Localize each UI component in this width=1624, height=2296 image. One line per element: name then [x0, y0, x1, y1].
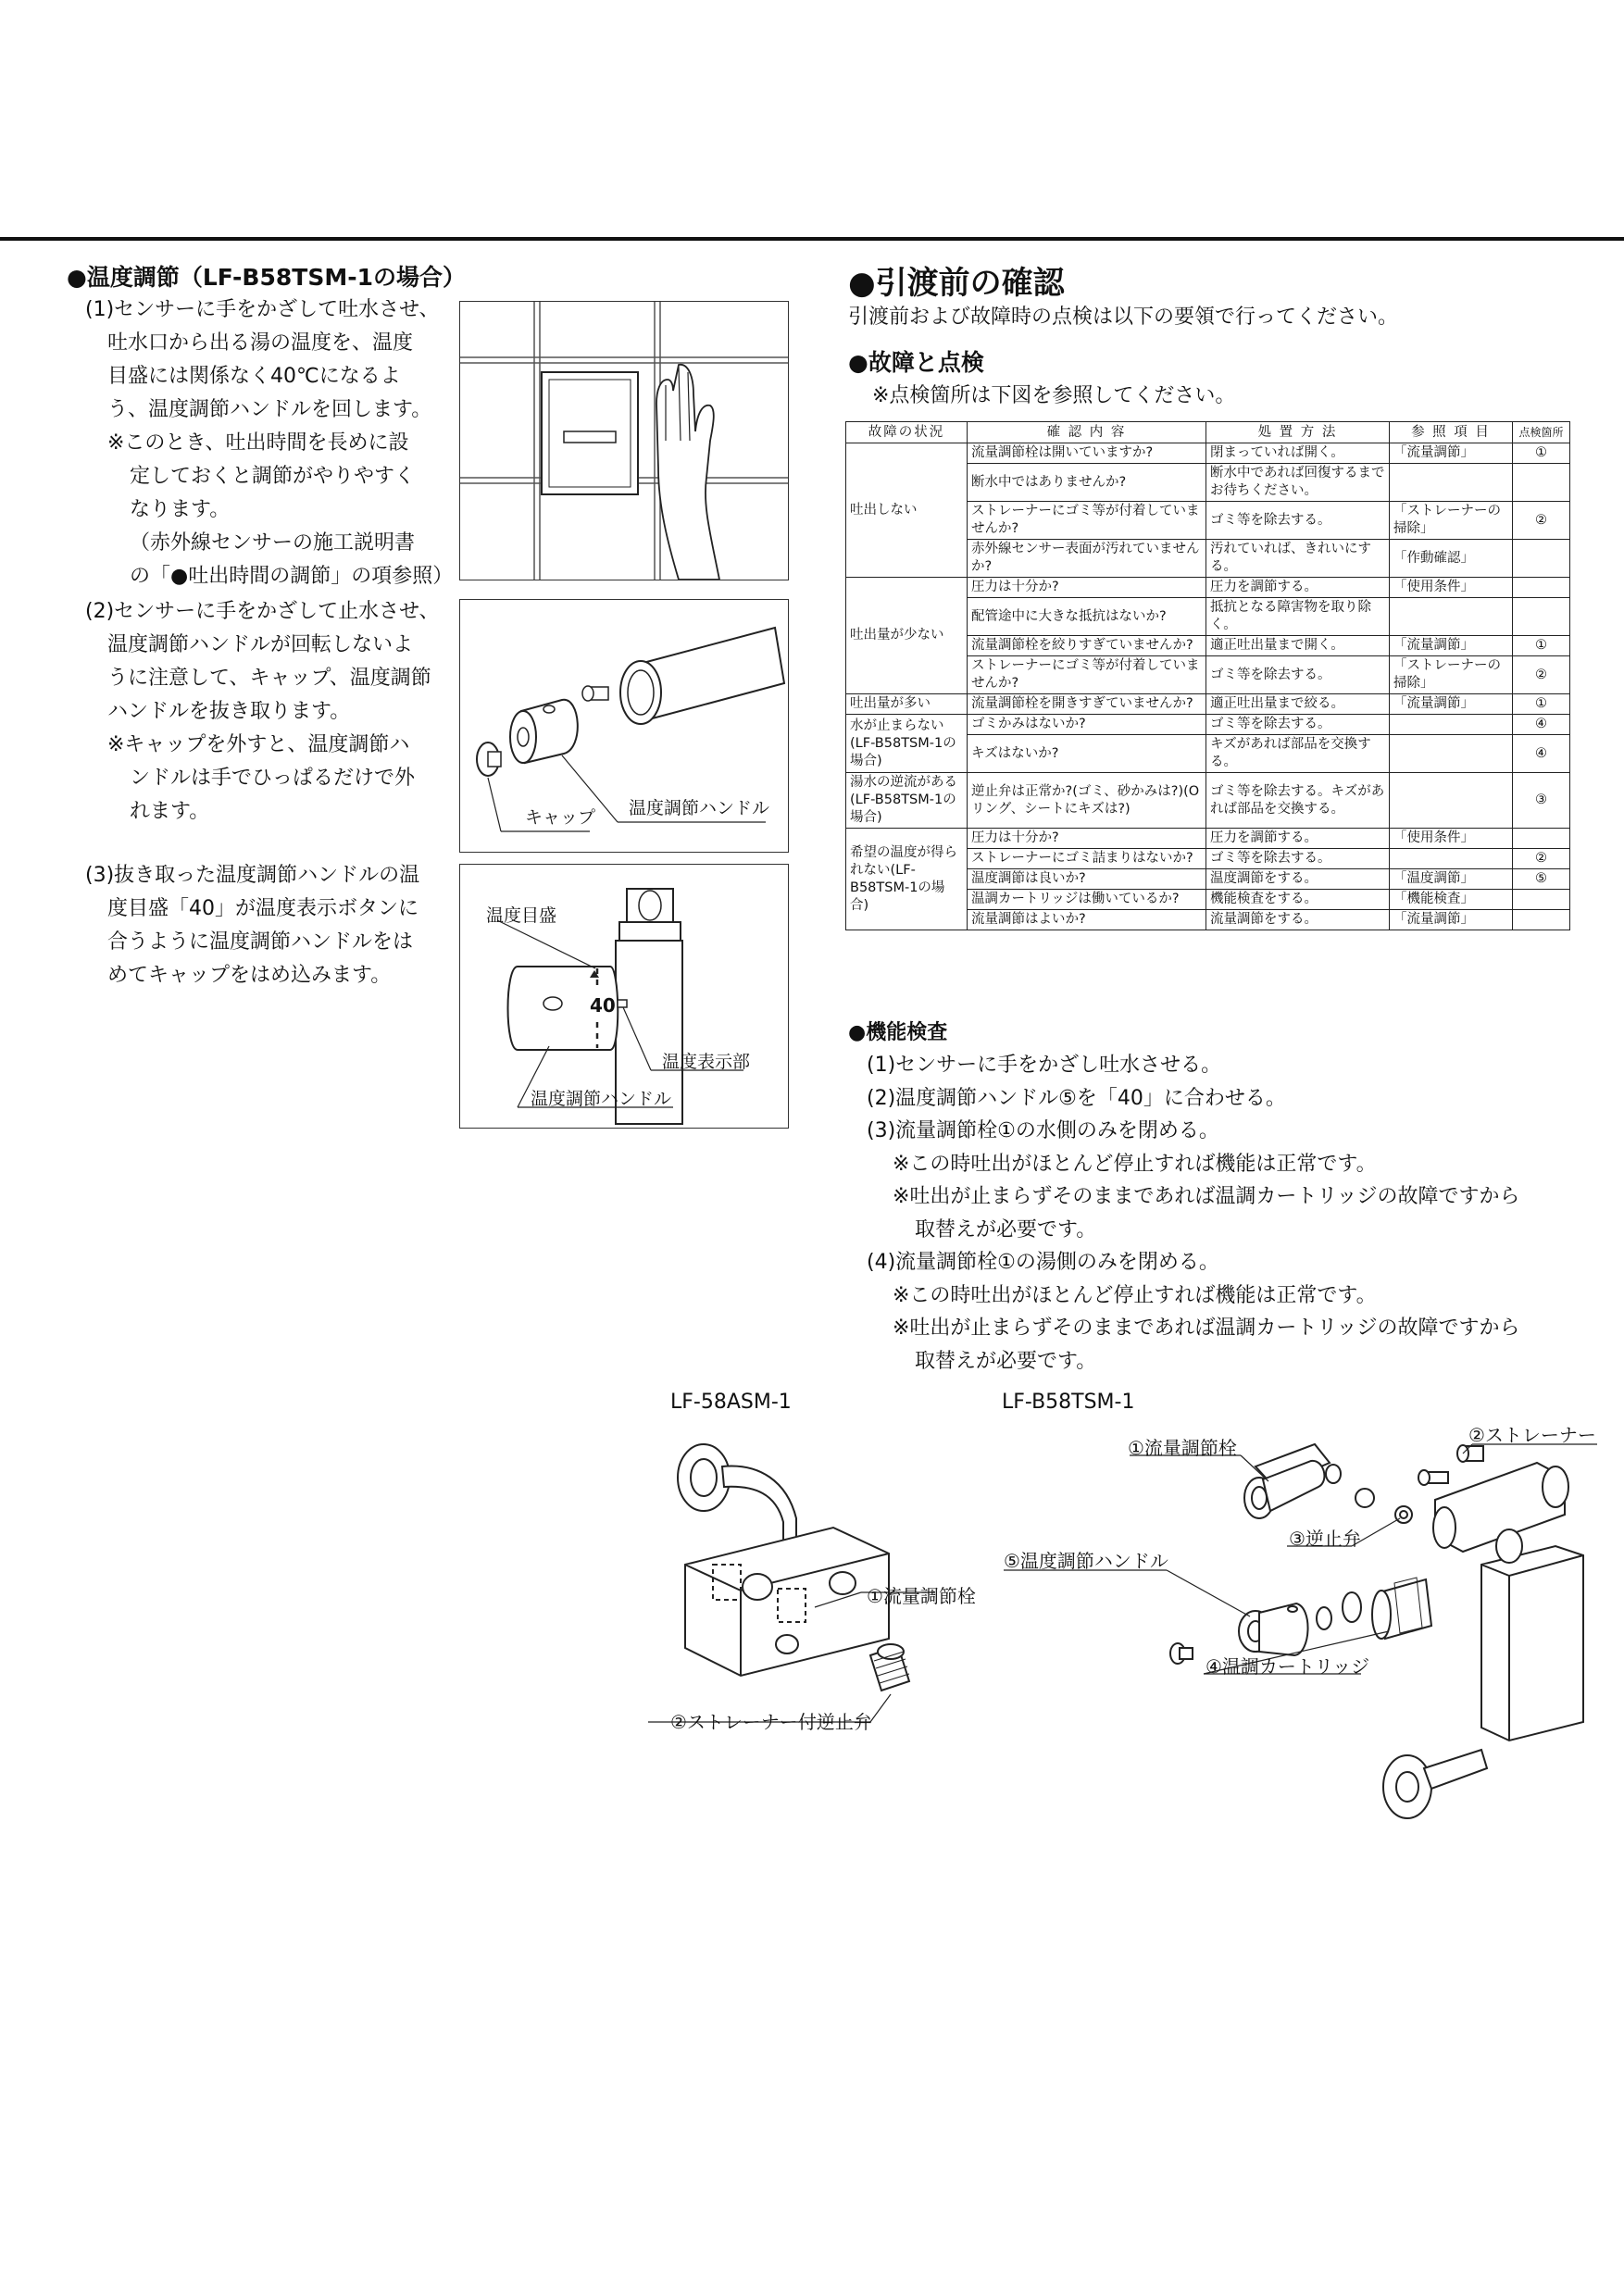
point-cell: ④: [1513, 715, 1570, 735]
action-cell: ゴミ等を除去する。: [1206, 502, 1390, 540]
check-cell: ストレーナーにゴミ詰まりはないか?: [968, 849, 1206, 869]
temp-adjust-title: ●温度調節（LF-B58TSM-1の場合）: [67, 264, 466, 291]
point-cell: ②: [1513, 656, 1570, 694]
model1-drawing: [678, 1444, 909, 1691]
action-cell: 閉まっていれば開く。: [1206, 443, 1390, 464]
delivery-intro: 引渡前および故障時の点検は以下の要領で行ってください。: [848, 306, 1399, 329]
action-cell: 汚れていれば、きれいにする。: [1206, 540, 1390, 578]
action-cell: ゴミ等を除去する。: [1206, 715, 1390, 735]
scale-number: 40: [590, 994, 616, 1017]
cap-removal-figure: [459, 599, 789, 853]
action-cell: ゴミ等を除去する。キズがあれば部品を交換する。: [1206, 773, 1390, 829]
action-cell: 圧力を調節する。: [1206, 578, 1390, 598]
ref-cell: 「流量調節」: [1390, 910, 1513, 930]
point-cell: ②: [1513, 502, 1570, 540]
point-cell: ②: [1513, 849, 1570, 869]
header-ref: 参 照 項 目: [1390, 422, 1513, 443]
action-cell: 流量調節をする。: [1206, 910, 1390, 930]
temp-scale-label: 温度目盛: [486, 905, 557, 926]
table-row: [846, 443, 1570, 464]
m2-check-valve-label: ③逆止弁: [1289, 1528, 1361, 1550]
ref-cell: [1390, 849, 1513, 869]
parts-diagram: [648, 1426, 1602, 1833]
temp-scale-figure: [459, 864, 789, 1129]
step3: (3)抜き取った温度調節ハンドルの温 度目盛「40」が温度表示ボタンに 合うように温度調節ハンドルをは めてキャップをはめ込みます。: [85, 864, 420, 987]
status-cell: 水が止まらない(LF-B58TSM-1の場合): [846, 715, 968, 773]
fault-section-title: ●故障と点検: [848, 349, 984, 376]
point-cell: [1513, 910, 1570, 930]
table-row: [846, 694, 1570, 715]
action-cell: 機能検査をする。: [1206, 890, 1390, 910]
point-cell: ①: [1513, 443, 1570, 464]
step1: (1)センサーに手をかざして吐水させ、 吐水口から出る湯の温度を、温度 目盛には関係なく40℃になるよ う、温度調節ハンドルを回します。 ※このとき、吐出時間を長めに設 定しておくと調節がやりやすく なります。 （赤外線センサーの施工説明書 の「●吐出時間の調節」の項参照）: [85, 298, 454, 588]
action-cell: 圧力を調節する。: [1206, 829, 1390, 849]
temp-handle-label: 温度調節ハンドル: [629, 798, 770, 818]
ref-cell: 「流量調節」: [1390, 636, 1513, 656]
ref-cell: 「使用条件」: [1390, 578, 1513, 598]
ref-cell: [1390, 598, 1513, 636]
status-cell: 吐出しない: [846, 443, 968, 578]
action-cell: 適正吐出量まで開く。: [1206, 636, 1390, 656]
model2-label: LF-B58TSM-1: [1002, 1391, 1135, 1414]
top-rule: [0, 237, 1624, 241]
check-cell: 圧力は十分か?: [968, 829, 1206, 849]
table-row: [846, 829, 1570, 849]
temp-handle-label-2: 温度調節ハンドル: [531, 1089, 672, 1109]
action-cell: ゴミ等を除去する。: [1206, 849, 1390, 869]
model1-label: LF-58ASM-1: [670, 1391, 792, 1414]
m2-cartridge-label: ④温調カートリッジ: [1206, 1655, 1370, 1678]
check-cell: ゴミかみはないか?: [968, 715, 1206, 735]
action-cell: 断水中であれば回復するまでお待ちください。: [1206, 464, 1390, 502]
table-header-row: [846, 422, 1570, 443]
ref-cell: 「温度調節」: [1390, 869, 1513, 890]
cap-label: キャップ: [525, 807, 596, 828]
temp-display-label: 温度表示部: [662, 1052, 751, 1072]
status-cell: 吐出量が多い: [846, 694, 968, 715]
action-cell: 適正吐出量まで絞る。: [1206, 694, 1390, 715]
point-cell: [1513, 464, 1570, 502]
ref-cell: 「使用条件」: [1390, 829, 1513, 849]
point-cell: ③: [1513, 773, 1570, 829]
check-cell: ストレーナーにゴミ等が付着していませんか?: [968, 656, 1206, 694]
m2-handle-label: ⑤温度調節ハンドル: [1004, 1550, 1168, 1572]
ref-cell: 「機能検査」: [1390, 890, 1513, 910]
ref-cell: 「作動確認」: [1390, 540, 1513, 578]
check-cell: 温調カートリッジは働いているか?: [968, 890, 1206, 910]
action-cell: ゴミ等を除去する。: [1206, 656, 1390, 694]
check-cell: キズはないか?: [968, 735, 1206, 773]
table-row: [846, 578, 1570, 598]
ref-cell: [1390, 735, 1513, 773]
ref-cell: [1390, 464, 1513, 502]
check-cell: 赤外線センサー表面が汚れていませんか?: [968, 540, 1206, 578]
check-cell: 圧力は十分か?: [968, 578, 1206, 598]
ref-cell: 「流量調節」: [1390, 694, 1513, 715]
action-cell: 抵抗となる障害物を取り除く。: [1206, 598, 1390, 636]
action-cell: 温度調節をする。: [1206, 869, 1390, 890]
point-cell: ⑤: [1513, 869, 1570, 890]
func-check-steps: (1)センサーに手をかざし吐水させる。 (2)温度調節ハンドル⑤を「40」に合わせる。 (3)流量調節栓①の水側のみを閉める。 ※この時吐出がほとんど停止すれば機能は正常です。 ※吐出が止まらずそのままであれば温調カートリッジの故障ですから 取替えが必要です。 (4)流量調節栓①の湯側のみを閉める。 ※この時吐出がほとんど停止すれば機能は正常です。 ※吐出が止まらずそのままであれば温調カートリッジの故障ですから 取替えが必要です。: [867, 1054, 1520, 1373]
check-cell: ストレーナーにゴミ等が付着していませんか?: [968, 502, 1206, 540]
check-cell: 流量調節栓は開いていますか?: [968, 443, 1206, 464]
ref-cell: 「流量調節」: [1390, 443, 1513, 464]
point-cell: [1513, 890, 1570, 910]
fault-section-note: ※点検箇所は下図を参照してください。: [872, 384, 1236, 407]
point-cell: [1513, 829, 1570, 849]
m2-strainer-label: ②ストレーナー: [1468, 1424, 1596, 1446]
check-cell: 流量調節はよいか?: [968, 910, 1206, 930]
func-check-title: ●機能検査: [848, 1021, 948, 1044]
model2-drawing: [1170, 1444, 1583, 1818]
check-cell: 配管途中に大きな抵抗はないか?: [968, 598, 1206, 636]
header-action: 処 置 方 法: [1206, 422, 1390, 443]
point-cell: [1513, 598, 1570, 636]
point-cell: [1513, 540, 1570, 578]
check-cell: 温度調節は良いか?: [968, 869, 1206, 890]
header-point: 点検箇所: [1513, 422, 1570, 443]
point-cell: ①: [1513, 694, 1570, 715]
ref-cell: 「ストレーナーの掃除」: [1390, 656, 1513, 694]
m1-strainer-label: ②ストレーナー付逆止弁: [670, 1711, 872, 1733]
table-row: [846, 773, 1570, 829]
ref-cell: [1390, 715, 1513, 735]
header-check: 確 認 内 容: [968, 422, 1206, 443]
fault-table: [845, 421, 1570, 930]
ref-cell: [1390, 773, 1513, 829]
check-cell: 流量調節栓を開きすぎていませんか?: [968, 694, 1206, 715]
status-cell: 吐出量が少ない: [846, 578, 968, 694]
check-cell: 断水中ではありませんか?: [968, 464, 1206, 502]
delivery-check-title: ●引渡前の確認: [848, 265, 1065, 302]
action-cell: キズがあれば部品を交換する。: [1206, 735, 1390, 773]
point-cell: ④: [1513, 735, 1570, 773]
header-status: 故障の状況: [846, 422, 968, 443]
point-cell: [1513, 578, 1570, 598]
m2-valve-label: ①流量調節栓: [1128, 1437, 1237, 1459]
status-cell: 希望の温度が得られない(LF-B58TSM-1の場合): [846, 829, 968, 930]
sensor-hand-figure: [459, 301, 789, 580]
status-cell: 湯水の逆流がある(LF-B58TSM-1の場合): [846, 773, 968, 829]
ref-cell: 「ストレーナーの掃除」: [1390, 502, 1513, 540]
step2: (2)センサーに手をかざして止水させ、 温度調節ハンドルが回転しないよ うに注意して、キャップ、温度調節 ハンドルを抜き取ります。 ※キャップを外すと、温度調節ハ ンドルは手でひっぱるだけで外 れます。: [85, 600, 440, 823]
check-cell: 逆止弁は正常か?(ゴミ、砂かみは?)(Oリング、シートにキズは?): [968, 773, 1206, 829]
point-cell: ①: [1513, 636, 1570, 656]
sensor-hand-illustration: [460, 302, 788, 580]
check-cell: 流量調節栓を絞りすぎていませんか?: [968, 636, 1206, 656]
table-row: [846, 715, 1570, 735]
m1-valve-label: ①流量調節栓: [867, 1585, 976, 1607]
